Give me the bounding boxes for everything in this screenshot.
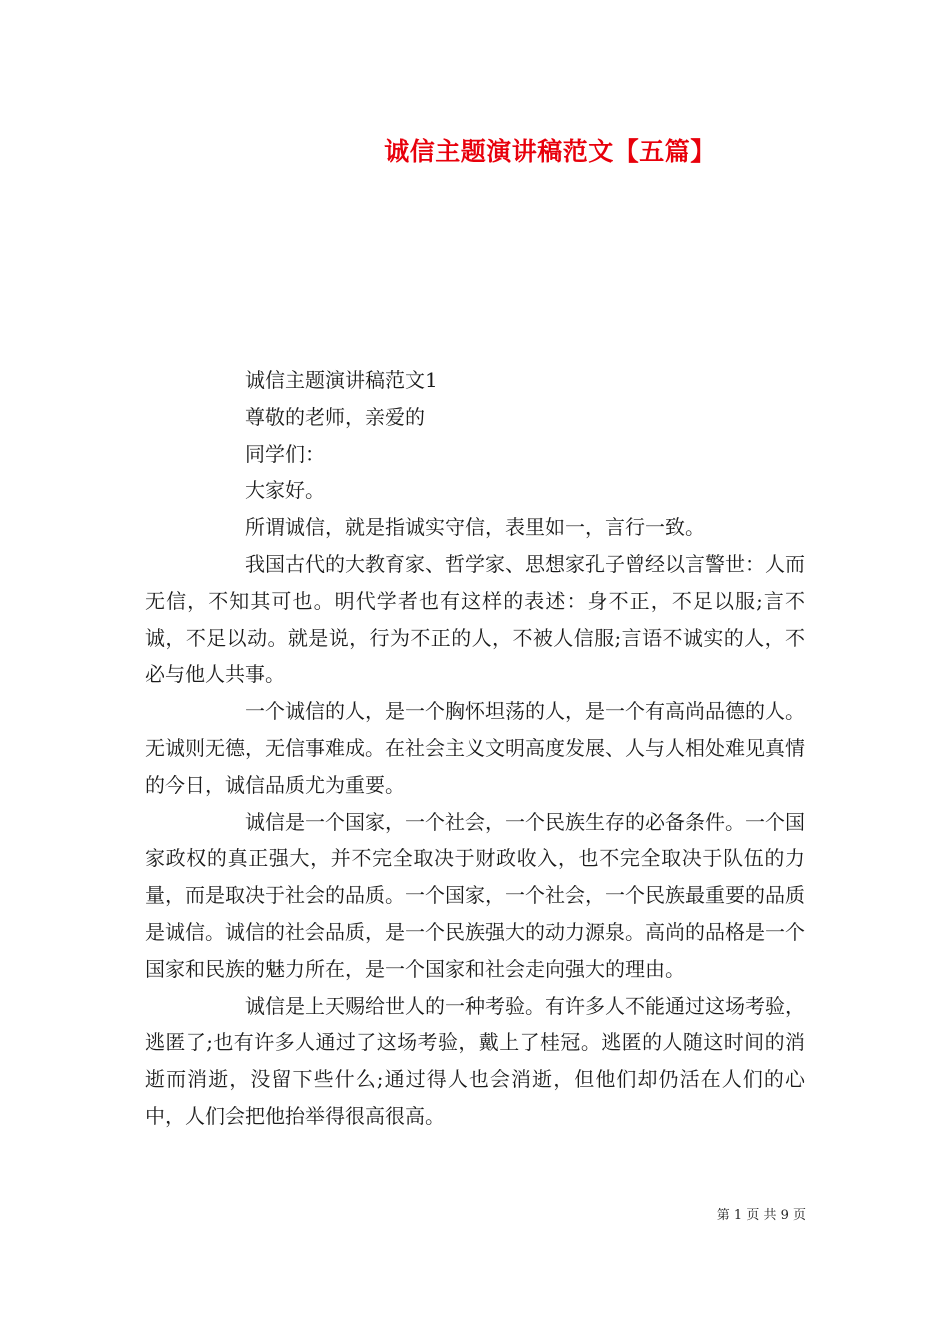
salutation-line-2: 同学们：: [245, 441, 325, 466]
section-heading: 诚信主题演讲稿范文1: [245, 368, 438, 392]
paragraph: 所谓诚信，就是指诚实守信，表里如一，言行一致。: [245, 515, 705, 540]
page-number-footer: 第 1 页 共 9 页: [716, 1208, 806, 1223]
greeting: 大家好。: [245, 478, 325, 503]
paragraph: 一个诚信的人，是一个胸怀坦荡的人，是一个有高尚品德的人。无诚则无德，无信事难成。在社会主义文明高度发展、人与人相处难见真情的今日，诚信品质尤为重要。: [145, 699, 805, 797]
document-body: [145, 362, 805, 1135]
document-title: 诚信主题演讲稿范文【五篇】: [384, 137, 716, 166]
paragraph: 诚信是上天赐给世人的一种考验。有许多人不能通过这场考验，逃匿了;也有许多人通过了这场考验，戴上了桂冠。逃匿的人随这时间的消逝而消逝，没留下些什么;通过得人也会消逝，但他们却仍活在人们的心中，人们会把他抬举得很高很高。: [145, 993, 805, 1128]
salutation-line-1: 尊敬的老师，亲爱的: [245, 404, 425, 429]
paragraph: 诚信是一个国家，一个社会，一个民族生存的必备条件。一个国家政权的真正强大，并不完全取决于财政收入，也不完全取决于队伍的力量，而是取决于社会的品质。一个国家，一个社会，一个民族最重要的品质是诚信。诚信的社会品质，是一个民族强大的动力源泉。高尚的品格是一个国家和民族的魅力所在，是一个国家和社会走向强大的理由。: [145, 809, 805, 981]
paragraph: 我国古代的大教育家、哲学家、思想家孔子曾经以言警世：人而无信，不知其可也。明代学者也有这样的表述：身不正，不足以服;言不诚，不足以动。就是说，行为不正的人，不被人信服;言语不诚实的人，不必与他人共事。: [145, 551, 805, 687]
